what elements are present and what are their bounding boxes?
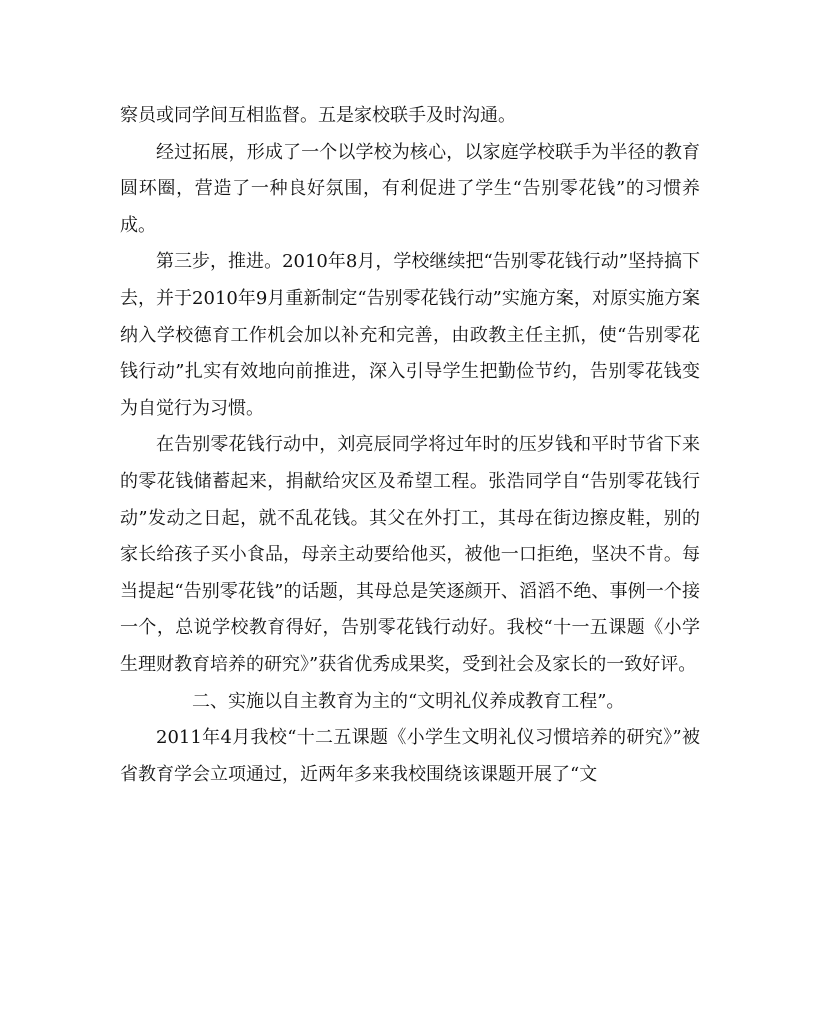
paragraph-4: 在告别零花钱行动中，刘亮辰同学将过年时的压岁钱和平时节省下来的零花钱储蓄起来，捐献给灾区及希望工程。张浩同学自“告别零花钱行动”发动之日起，就不乱花钱。其父在外打工，其母在街边擦皮鞋，别的家长给孩子买小食品，母亲主动要给他买，被他一口拒绝，坚决不肯。每当提起“告别零花钱”的话题，其母总是笑逐颜开、滔滔不绝、事例一个接一个，总说学校教育得好，告别零花钱行动好。我校“十一五课题《小学生理财教育培养的研究》”获省优秀成果奖，受到社会及家长的一致好评。: [120, 434, 700, 675]
document-page: [120, 98, 700, 793]
paragraph-1: 察员或同学间互相监督。五是家校联手及时沟通。: [120, 105, 516, 126]
section-heading: 二、实施以自主教育为主的“文明礼仪养成教育工程”。: [192, 690, 625, 712]
paragraph-5: 2011年4月我校“十二五课题《小学生文明礼仪习惯培养的研究》”被省教育学会立项通过，近两年多来我校围绕该课题开展了“文: [120, 727, 700, 785]
paragraph-2: 经过拓展，形成了一个以学校为核心，以家庭学校联手为半径的教育圆环圈，营造了一种良好氛围，有利促进了学生“告别零花钱”的习惯养成。: [120, 141, 700, 236]
paragraph-3: 第三步，推进。2010年8月，学校继续把“告别零花钱行动”坚持搞下去，并于2010年9月重新制定“告别零花钱行动”实施方案，对原实施方案纳入学校德育工作机会加以补充和完善，由政教主任主抓，使“告别零花钱行动”扎实有效地向前推进，深入引导学生把勤俭节约，告别零花钱变为自觉行为习惯。: [120, 251, 700, 419]
